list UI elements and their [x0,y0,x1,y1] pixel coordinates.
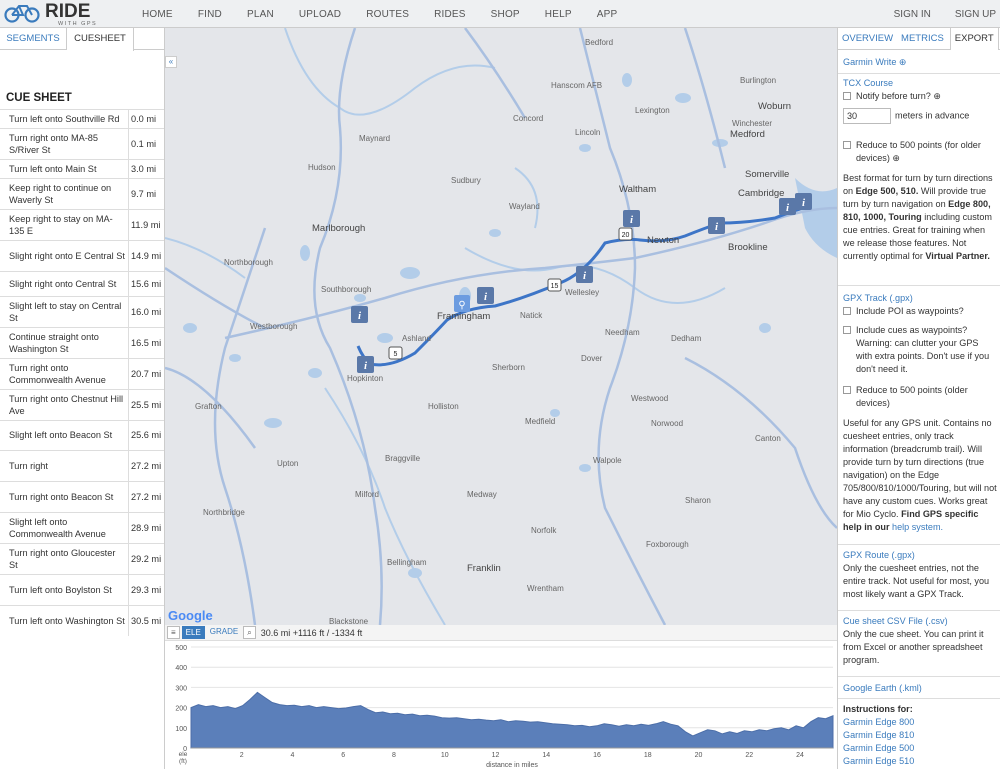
cue-row[interactable] [0,128,164,159]
tab-metrics[interactable]: METRICS [901,33,944,44]
garmin-edge-800-link[interactable]: Garmin Edge 800 [843,717,915,727]
help-system-link[interactable]: help system. [892,522,944,532]
x-tick-label: 12 [491,752,500,759]
nav-upload[interactable]: UPLOAD [298,8,342,20]
account-nav [870,0,996,28]
cue-row[interactable] [0,271,164,296]
info-marker-icon[interactable] [357,356,374,373]
nav-rides[interactable]: RIDES [434,8,466,20]
route-shield-icon [619,228,632,240]
cue-text: Turn right onto MA-85 S/River St [9,132,99,155]
main-nav [142,0,642,28]
tab-overview[interactable]: OVERVIEW [842,33,894,44]
nav-plan[interactable]: PLAN [246,8,274,20]
place-label: Marlborough [312,223,366,234]
gpx-track-link[interactable]: GPX Track (.gpx) [843,293,913,303]
x-tick-label: 10 [440,752,449,759]
cue-text: Turn left onto Main St [9,163,97,174]
place-label: Milford [355,490,380,499]
place-label: Dover [581,354,603,363]
divider [838,698,1000,699]
info-marker-icon[interactable] [708,217,725,234]
place-label: Dedham [671,334,702,343]
poi-label: Include POI as waypoints? [856,306,964,316]
place-label: Wellesley [565,288,600,297]
gpx-reduce-label: Reduce to 500 points (older devices) [856,385,968,408]
zoom-icon[interactable]: ⌕ [243,626,255,639]
cue-distance: 0.0 mi [128,110,164,128]
cue-row[interactable] [0,296,164,327]
csv-link[interactable]: Cue sheet CSV File (.csv) [843,616,948,626]
cue-text: Turn left onto Southville Rd [9,113,120,124]
cue-text: Slight right onto E Central St [9,250,125,261]
elevation-profile[interactable] [165,641,837,769]
help-icon[interactable]: ⊕ [898,57,907,67]
place-label: Upton [277,459,299,468]
route-shield-icon [548,279,561,291]
nav-app[interactable]: APP [596,8,618,20]
cue-row[interactable] [0,543,164,574]
svg-text:i: i [714,221,719,233]
svg-text:i: i [629,214,634,226]
place-label: Somerville [745,169,790,180]
elevation-chart[interactable] [165,641,837,769]
svg-text:5: 5 [393,351,398,358]
place-label: Cambridge [738,188,785,199]
notify-checkbox[interactable] [843,92,851,100]
place-label: Westwood [631,394,669,403]
help-icon[interactable]: ⊕ [933,91,941,101]
place-label: Maynard [359,134,391,143]
csv-description: Only the cue sheet. You can print it from Excel or another spreadsheet program. [843,629,984,665]
reduce-checkbox[interactable] [843,141,851,149]
svg-text:i: i [582,270,587,282]
info-marker-icon[interactable] [623,210,640,227]
info-marker-icon[interactable] [779,198,796,215]
cue-distance: 29.3 mi [128,575,164,605]
place-label: Winchester [732,119,773,128]
place-label: Ashland [402,334,431,343]
cue-text: Turn left onto Washington St [9,615,125,626]
elevation-summary: 30.6 mi +1116 ft / -1334 ft [260,627,363,638]
cue-distance: 16.5 mi [128,328,164,358]
cue-row[interactable] [0,481,164,512]
place-label: Lexington [635,106,670,115]
cue-distance: 9.7 mi [128,179,164,209]
nav-find[interactable]: FIND [197,8,222,20]
cue-row[interactable] [0,574,164,605]
cue-text: Slight left onto Beacon St [9,430,113,441]
place-label: Newton [647,235,680,246]
route-shield-icon [389,347,402,359]
place-label: Bellingham [387,558,427,567]
y-tick-label: 200 [175,705,187,713]
instructions-heading: Instructions for: [843,704,913,714]
place-label: Brookline [728,242,768,253]
svg-text:i: i [801,197,806,209]
info-marker-icon[interactable] [576,266,593,283]
sign-in-link[interactable]: SIGN IN [893,8,931,20]
place-label: Medford [730,129,765,140]
place-label: Walpole [593,456,622,465]
place-label: Northborough [224,258,273,267]
cue-text: Keep right to stay on MA-135 E [9,213,113,236]
gpx-description: Useful for any GPS unit. Contains no cuesheet entries, only track information (breadcrumb trail). Will provide turn by turn directions (true navigation) on the Edge 705/800/810/1000/Touring, but will not have any custom cues. Works great for Mio Cyclo. Find GPS specific help in our help system. [843,418,997,532]
place-label: Medfield [525,417,556,426]
bicycle-icon [3,1,121,27]
x-tick-label: 18 [643,752,652,759]
place-label: Natick [520,311,543,320]
y-axis-label: (ft) [179,758,187,765]
place-label: Westborough [250,322,298,331]
svg-text:i: i [357,310,362,322]
tab-segments[interactable]: SEGMENTS [0,28,67,50]
cue-text: Keep right to continue on Waverly St [9,182,112,205]
cue-distance: 0.1 mi [128,129,164,159]
place-label: Canton [755,434,781,443]
cue-row[interactable] [0,240,164,271]
notify-label: Notify before turn? [856,91,931,101]
cue-text: Turn right [9,460,48,471]
tab-ele[interactable]: ELE [182,626,205,639]
cue-row[interactable] [0,512,164,543]
cue-distance: 15.6 mi [128,272,164,296]
svg-text:20: 20 [621,232,630,239]
nav-routes[interactable]: ROUTES [366,8,410,20]
info-marker-icon[interactable] [795,193,812,210]
place-label: Burlington [740,76,777,85]
cue-distance: 28.9 mi [128,513,164,543]
garmin-edge-510-link[interactable]: Garmin Edge 510 [843,756,915,766]
cue-text: Slight right onto Central St [9,278,117,289]
info-marker-icon[interactable] [351,306,368,323]
place-label: Concord [513,114,544,123]
cue-text: Turn left onto Boylston St [9,584,112,595]
cue-text: Turn right onto Chestnut Hill Ave [9,393,124,416]
cue-list [0,109,164,636]
y-tick-label: 400 [175,665,187,673]
divider [838,544,1000,545]
right-panel [837,28,1000,769]
x-tick-label: 8 [392,752,396,759]
x-tick-label: 24 [796,752,804,759]
nav-help[interactable]: HELP [544,8,572,20]
place-label: Franklin [467,563,501,574]
cue-distance: 20.7 mi [128,359,164,389]
place-label: Framingham [437,311,491,322]
rivers [165,28,725,625]
tab-cuesheet[interactable]: CUESHEET [67,28,134,51]
place-label: Foxborough [646,540,689,549]
cyclist-marker-icon[interactable] [454,295,470,312]
tab-grade[interactable]: GRADE [209,627,239,636]
place-label: Lincoln [575,128,601,137]
cue-distance: 29.2 mi [128,544,164,574]
x-tick-label: 16 [593,752,601,759]
svg-text:i: i [785,202,790,214]
place-label: Grafton [195,402,222,411]
place-label: Sharon [685,496,711,505]
top-navbar [0,0,1000,28]
right-tabs [838,28,1000,50]
cues-checkbox[interactable] [843,326,851,334]
x-tick-label: 14 [542,752,551,759]
place-label: Wayland [509,202,540,211]
cue-row[interactable] [0,420,164,450]
meters-label: meters in advance [895,110,970,121]
info-marker-icon[interactable] [477,287,494,304]
place-label: Waltham [619,184,657,195]
cue-distance: 16.0 mi [128,297,164,327]
elevation-toolbar [165,625,837,641]
place-label: Braggville [385,454,421,463]
cue-distance: 25.6 mi [128,421,164,450]
cue-distance: 25.5 mi [128,390,164,420]
place-label: Northbridge [203,508,245,517]
y-tick-label: 100 [175,725,187,733]
cue-text: Slight left onto Commonwealth Avenue [9,516,106,539]
svg-text:RIDE: RIDE [45,1,91,22]
kml-link[interactable]: Google Earth (.kml) [843,683,922,693]
x-tick-label: 2 [239,752,244,759]
place-label: Norwood [651,419,684,428]
cue-row[interactable] [0,159,164,178]
cue-row[interactable] [0,109,164,128]
place-label: Sudbury [451,176,481,185]
cue-row[interactable] [0,327,164,358]
x-tick-label: 20 [694,752,703,759]
svg-text:i: i [363,360,368,372]
gpx-reduce-checkbox[interactable] [843,386,851,394]
divider [838,676,1000,677]
x-tick-label: 4 [290,752,295,759]
svg-text:15: 15 [550,283,559,290]
y-tick-label: 500 [175,645,187,652]
cue-sheet-title: CUE SHEET [6,92,72,104]
x-tick-label: 22 [745,752,754,759]
y-axis-label: ele [178,751,188,758]
x-axis-label: distance in miles [486,762,538,769]
cue-distance: 30.5 mi [128,606,164,636]
poi-checkbox[interactable] [843,307,851,315]
menu-icon[interactable]: ≡ [167,626,180,639]
divider [838,610,1000,611]
tcx-description: Best format for turn by turn directions on Edge 500, 510. Will provide true turn by turn navigation on Edge 800, 810, 1000, Touring including custom cue entries. Great for training when we release those features. Not currently optimal for Virtual Partner. [843,173,993,261]
svg-text:i: i [483,291,488,303]
meters-input[interactable]: 30 [843,108,891,124]
cue-distance: 27.2 mi [128,451,164,481]
svg-text:WITH GPS: WITH GPS [58,21,98,27]
place-label: Blackstone [329,617,369,625]
cue-row[interactable] [0,358,164,389]
collapse-panel-button[interactable]: « [165,56,177,68]
garmin-edge-810-link[interactable]: Garmin Edge 810 [843,730,915,740]
tcx-course-link[interactable]: TCX Course [843,78,894,88]
elevation-area [191,692,833,748]
google-logo: Google [168,608,213,623]
divider [838,285,1000,286]
y-tick-label: 300 [175,685,187,693]
place-label: Hudson [308,163,336,172]
cue-distance: 14.9 mi [128,241,164,271]
place-label: Southborough [321,285,372,294]
place-label: Wrentham [527,584,564,593]
reduce-label: Reduce to 500 points (for older devices) [856,140,981,163]
cue-distance: 3.0 mi [128,160,164,178]
nav-home[interactable]: HOME [142,8,173,20]
y-tick-label: 0 [183,746,187,753]
garmin-write-link[interactable]: Garmin Write ⊕ [843,57,907,67]
cue-row[interactable] [0,389,164,420]
cue-row[interactable] [0,450,164,481]
cue-row[interactable] [0,605,164,636]
place-label: Holliston [428,402,459,411]
route-map[interactable] [165,28,837,625]
cue-row[interactable] [0,178,164,209]
gpx-route-link[interactable]: GPX Route (.gpx) [843,550,915,560]
cue-text: Turn right onto Beacon St [9,491,114,502]
left-tabs [0,28,164,50]
divider [838,73,1000,74]
place-label: Hopkinton [347,374,384,383]
place-label: Needham [605,328,640,337]
cue-distance: 11.9 mi [128,210,164,240]
place-label: Sherborn [492,363,525,372]
place-label: Medway [467,490,497,499]
cue-text: Continue straight onto Washington St [9,331,99,354]
ride-with-gps-logo[interactable] [3,1,121,27]
nav-shop[interactable]: SHOP [490,8,520,20]
svg-text:⚲: ⚲ [458,300,466,311]
x-tick-label: 6 [341,752,346,759]
help-icon[interactable]: ⊕ [892,153,901,163]
gpx-route-description: Only the cuesheet entries, not the entire track. Not useful for most, you most likely want a GPX Track. [843,563,990,599]
place-label: Hanscom AFB [551,81,603,90]
tab-export[interactable]: EXPORT [950,28,999,50]
cue-text: Slight left to stay on Central St [9,300,122,323]
cue-distance: 27.2 mi [128,482,164,512]
place-label: Bedford [585,38,614,47]
place-label: Woburn [758,101,792,112]
garmin-edge-500-link[interactable]: Garmin Edge 500 [843,743,915,753]
cue-text: Turn right onto Commonwealth Avenue [9,362,106,385]
cues-label: Include cues as waypoints? Warning: can clutter your GPS with extra points. Don't use if you don't need it. [856,325,990,374]
place-label: Norfolk [531,526,557,535]
cue-text: Turn right onto Gloucester St [9,547,116,570]
cue-row[interactable] [0,209,164,240]
sign-up-link[interactable]: SIGN UP [954,8,996,20]
